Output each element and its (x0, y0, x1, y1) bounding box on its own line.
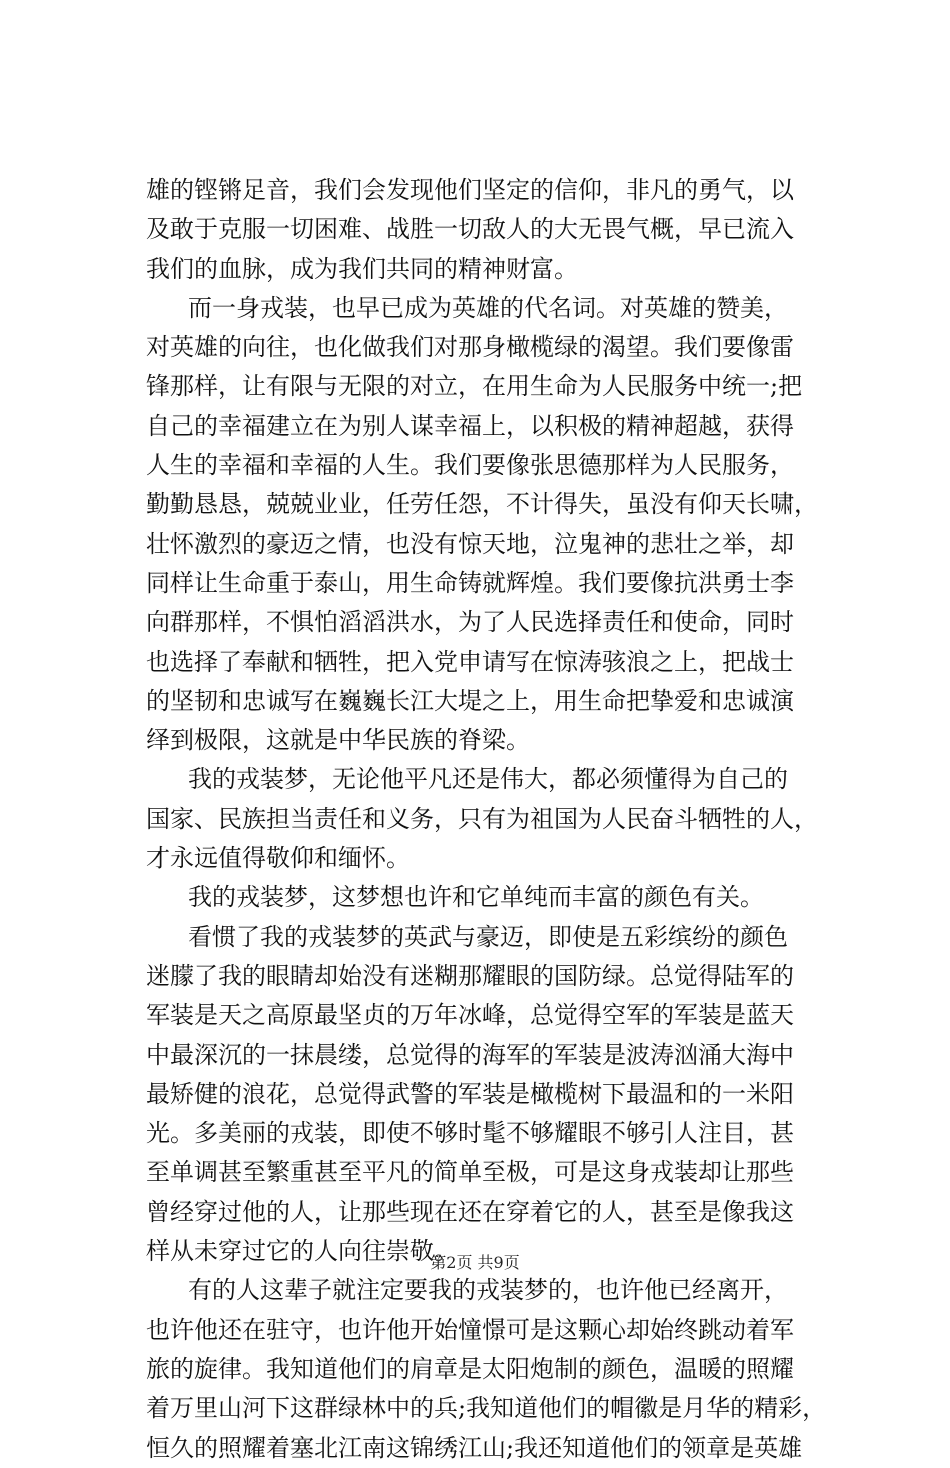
text-line: 恒久的照耀着塞北江南这锦绣江山;我还知道他们的领章是英雄 (146, 1433, 803, 1462)
text-line: 才永远值得敬仰和缅怀。 (146, 844, 410, 873)
text-line: 自己的幸福建立在为别人谋幸福上，以积极的精神超越，获得 (146, 411, 794, 440)
text-line: 我的戎装梦，无论他平凡还是伟大，都必须懂得为自己的 (188, 765, 788, 794)
text-line: 勤勤恳恳，兢兢业业，任劳任怨，不计得失，虽没有仰天长啸， (146, 490, 818, 519)
text-line: 壮怀激烈的豪迈之情，也没有惊天地，泣鬼神的悲壮之举，却 (146, 529, 794, 558)
text-line: 锋那样，让有限与无限的对立，在用生命为人民服务中统一;把 (146, 372, 803, 401)
text-line: 最矫健的浪花，总觉得武警的军装是橄榄树下最温和的一米阳 (146, 1079, 794, 1108)
text-line: 着万里山河下这群绿林中的兵;我知道他们的帽徽是月华的精彩， (146, 1394, 827, 1423)
text-line: 样从未穿过它的人向往崇敬。 (146, 1237, 458, 1266)
text-line: 旅的旋律。我知道他们的肩章是太阳炮制的颜色，温暖的照耀 (146, 1354, 794, 1383)
text-line: 至单调甚至繁重甚至平凡的简单至极，可是这身戎装却让那些 (146, 1158, 794, 1187)
text-line: 也许他还在驻守，也许他开始憧憬可是这颗心却始终跳动着军 (146, 1315, 794, 1344)
page-footer: 第2页 共9页 (430, 1253, 520, 1272)
text-line: 向群那样，不惧怕滔滔洪水，为了人民选择责任和使命，同时 (146, 608, 794, 637)
text-line: 我们的血脉，成为我们共同的精神财富。 (146, 254, 578, 283)
text-line: 军装是天之高原最坚贞的万年冰峰，总觉得空军的军装是蓝天 (146, 1001, 794, 1030)
text-line: 国家、民族担当责任和义务，只有为祖国为人民奋斗牺牲的人， (146, 804, 818, 833)
text-line: 我的戎装梦，这梦想也许和它单纯而丰富的颜色有关。 (188, 883, 764, 912)
text-line: 同样让生命重于泰山，用生命铸就辉煌。我们要像抗洪勇士李 (146, 568, 794, 597)
text-line: 及敢于克服一切困难、战胜一切敌人的大无畏气概，早已流入 (146, 215, 794, 244)
text-line: 有的人这辈子就注定要我的戎装梦的，也许他已经离开， (188, 1276, 788, 1305)
text-line: 对英雄的向往，也化做我们对那身橄榄绿的渴望。我们要像雷 (146, 333, 794, 362)
text-line: 的坚韧和忠诚写在巍巍长江大堤之上，用生命把挚爱和忠诚演 (146, 686, 794, 715)
text-line: 迷朦了我的眼睛却始没有迷糊那耀眼的国防绿。总觉得陆军的 (146, 961, 794, 990)
document-body (146, 171, 830, 1468)
text-line: 而一身戎装，也早已成为英雄的代名词。对英雄的赞美， (188, 293, 788, 322)
text-line: 曾经穿过他的人，让那些现在还在穿着它的人，甚至是像我这 (146, 1197, 794, 1226)
text-line: 看惯了我的戎装梦的英武与豪迈，即使是五彩缤纷的颜色 (188, 922, 788, 951)
text-line: 光。多美丽的戎装，即使不够时髦不够耀眼不够引人注目，甚 (146, 1119, 794, 1148)
text-line: 雄的铿锵足音，我们会发现他们坚定的信仰，非凡的勇气，以 (146, 176, 794, 204)
text-line: 人生的幸福和幸福的人生。我们要像张思德那样为人民服务， (146, 451, 794, 480)
text-line: 中最深沉的一抹晨缕，总觉得的海军的军装是波涛汹涌大海中 (146, 1040, 794, 1069)
text-line: 也选择了奉献和牺牲，把入党申请写在惊涛骇浪之上，把战士 (146, 647, 794, 676)
text-line: 绎到极限，这就是中华民族的脊梁。 (146, 726, 530, 755)
